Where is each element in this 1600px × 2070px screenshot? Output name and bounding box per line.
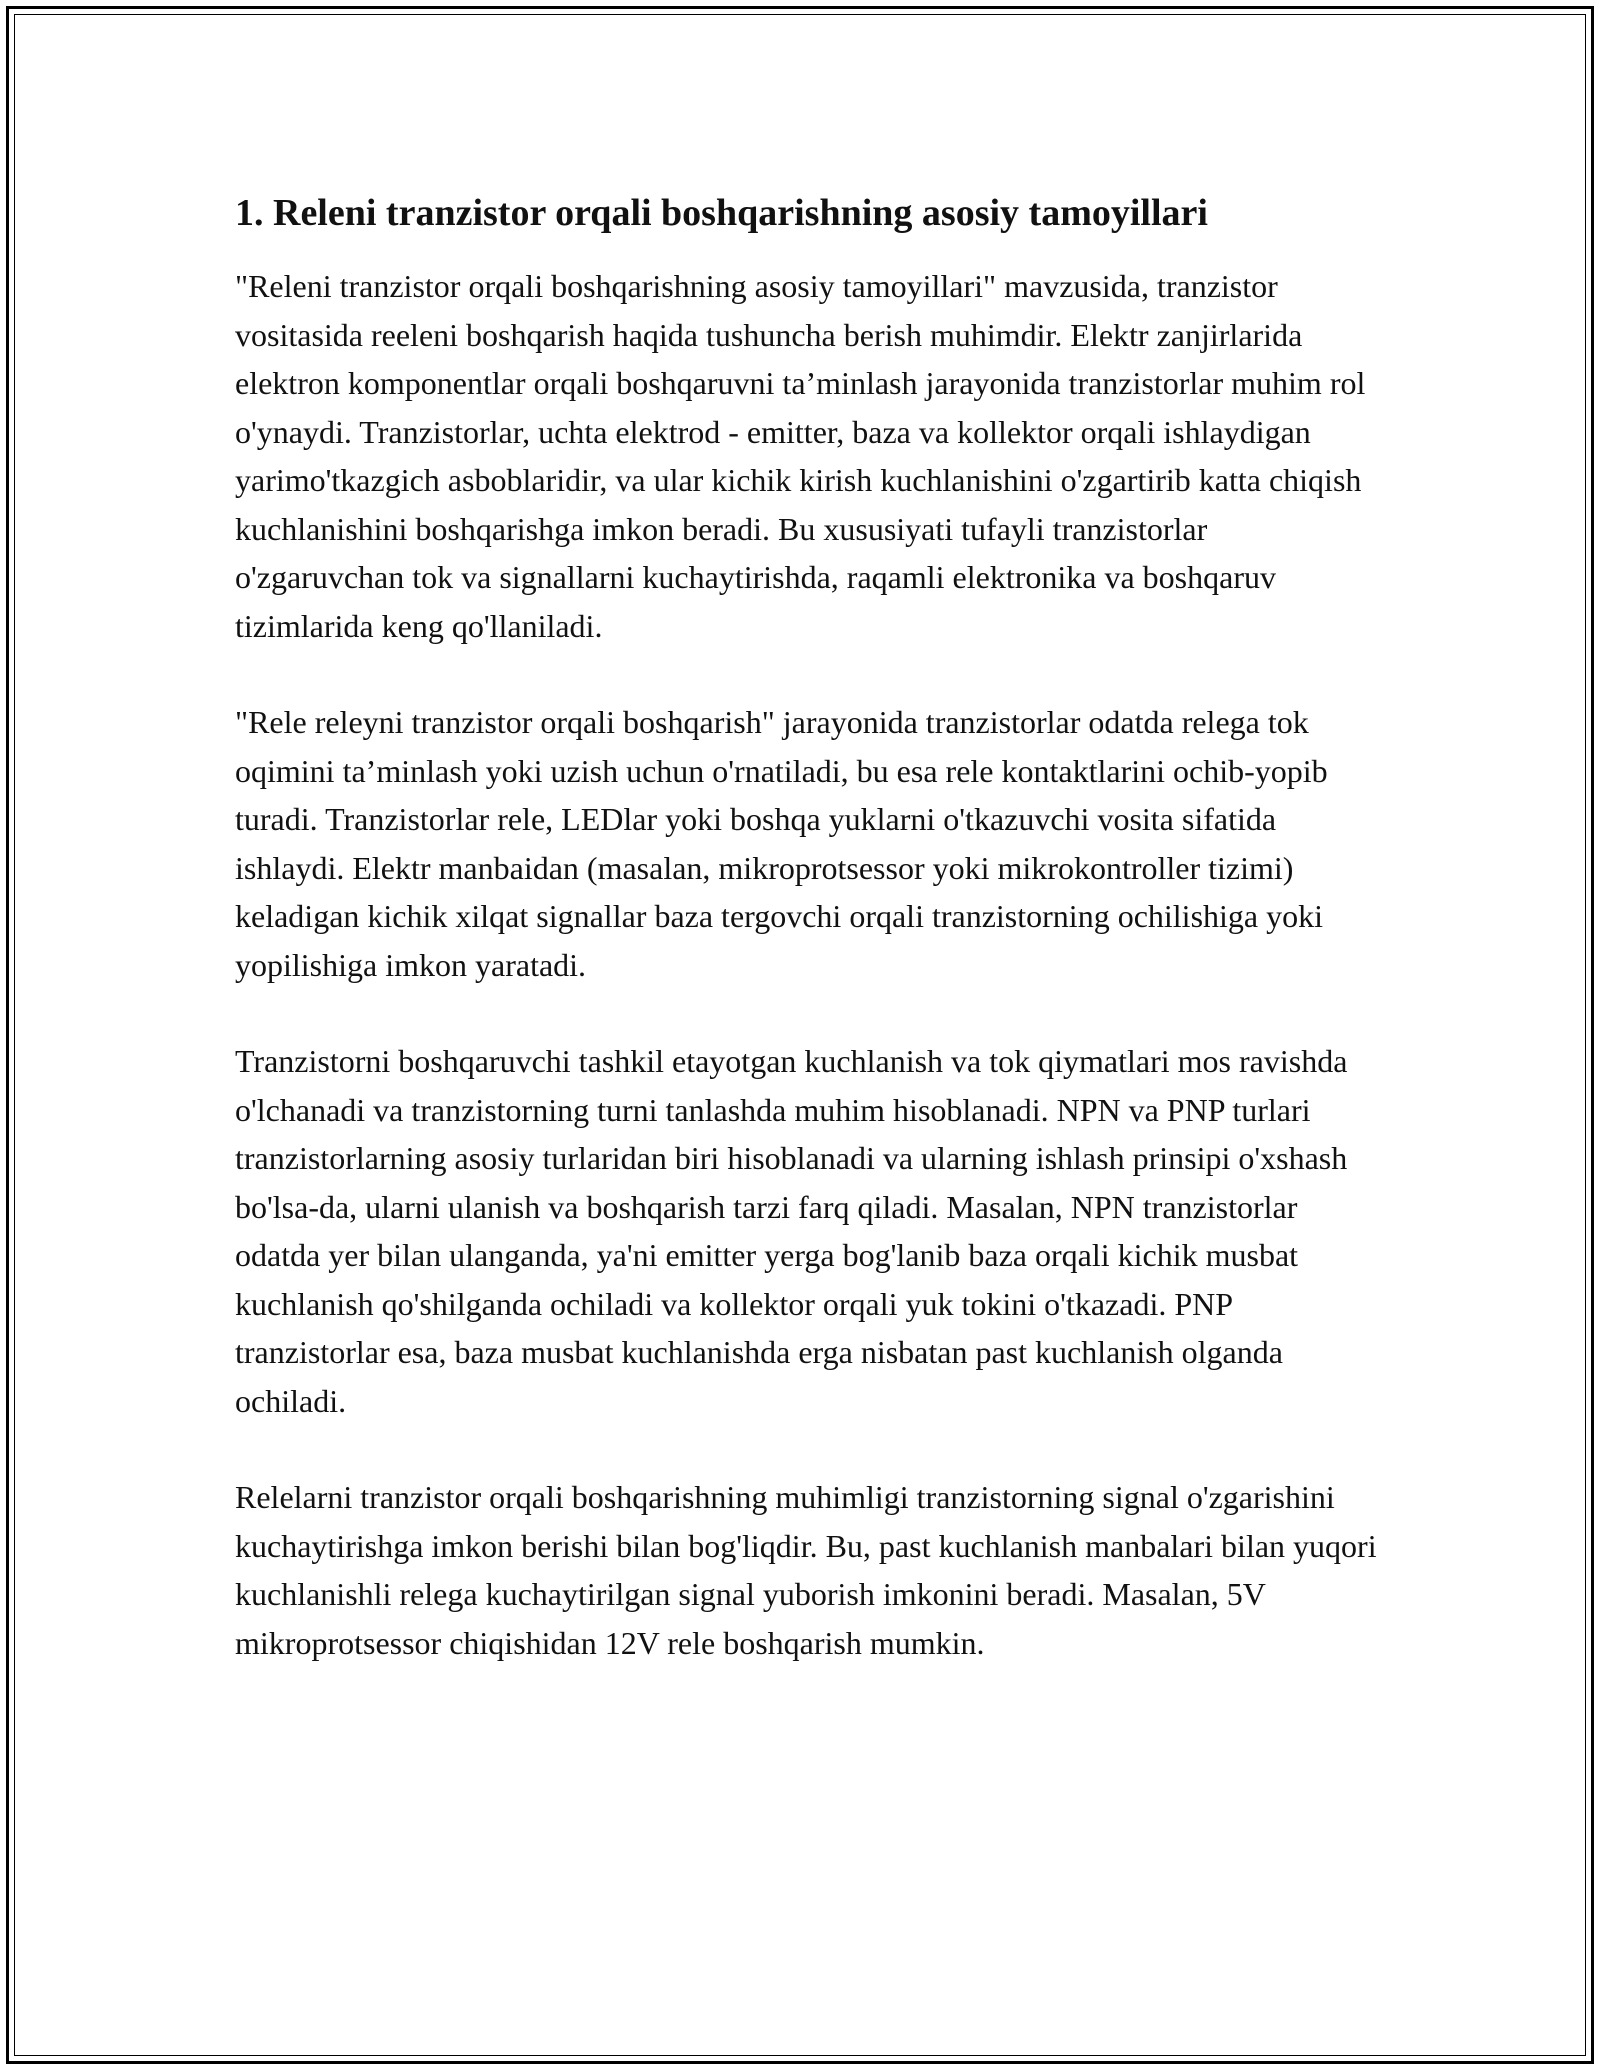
section-heading: 1. Releni tranzistor orqali boshqarishning asosiy tamoyillari xyxy=(235,192,1208,234)
paragraph-4: Relelarni tranzistor orqali boshqarishning muhimligi tranzistorning signal o'zgarishini kuchaytirishga imkon berishi bilan bog'liqdir. Bu, past kuchlanish manbalari bilan yuqori kuchlanishli relega kuchaytirilgan signal yuborish imkonini beradi. Masalan, 5V mikroprotsessor chiqishidan 12V rele boshqarish mumkin. xyxy=(235,1479,1377,1661)
paragraph-2: "Rele releyni tranzistor orqali boshqarish" jarayonida tranzistorlar odatda relega tok oqimini ta’minlash yoki uzish uchun o'rnatiladi, bu esa rele kontaktlarini ochib-yopib turadi. Tranzistorlar rele, LEDlar yoki boshqa yuklarni o'tkazuvchi vosita sifatida ishlaydi. Elektr manbaidan (masalan, mikroprotsessor yoki mikrokontroller tizimi) keladigan kichik xilqat signallar baza tergovchi orqali tranzistorning ochilishiga yoki yopilishiga imkon yaratadi. xyxy=(235,704,1328,983)
paragraph-3: Tranzistorni boshqaruvchi tashkil etayotgan kuchlanish va tok qiymatlari mos ravishda o'lchanadi va tranzistorning turni tanlashda muhim hisoblanadi. NPN va PNP turlari tranzistorlarning asosiy turlaridan biri hisoblanadi va ularning ishlash prinsipi o'xshash bo'lsa-da, ularni ulanish va boshqarish tarzi farq qiladi. Masalan, NPN tranzistorlar odatda yer bilan ulanganda, ya'ni emitter yerga bog'lanib baza orqali kichik musbat kuchlanish qo'shilganda ochiladi va kollektor orqali yuk tokini o'tkazadi. PNP tranzistorlar esa, baza musbat kuchlanishda erga nisbatan past kuchlanish olganda ochiladi. xyxy=(235,1043,1348,1419)
paragraph-1: "Releni tranzistor orqali boshqarishning asosiy tamoyillari" mavzusida, tranzistor vositasida reeleni boshqarish haqida tushuncha berish muhimdir. Elektr zanjirlarida elektron komponentlar orqali boshqaruvni ta’minlash jarayonida tranzistorlar muhim rol o'ynaydi. Tranzistorlar, uchta elektrod - emitter, baza va kollektor orqali ishlaydigan yarimo'tkazgich asboblaridir, va ular kichik kirish kuchlanishini o'zgartirib katta chiqish kuchlanishini boshqarishga imkon beradi. Bu xususiyati tufayli tranzistorlar o'zgaruvchan tok va signallarni kuchaytirishda, raqamli elektronika va boshqaruv tizimlarida keng qo'llaniladi. xyxy=(235,268,1366,644)
document-content xyxy=(235,186,1380,1667)
